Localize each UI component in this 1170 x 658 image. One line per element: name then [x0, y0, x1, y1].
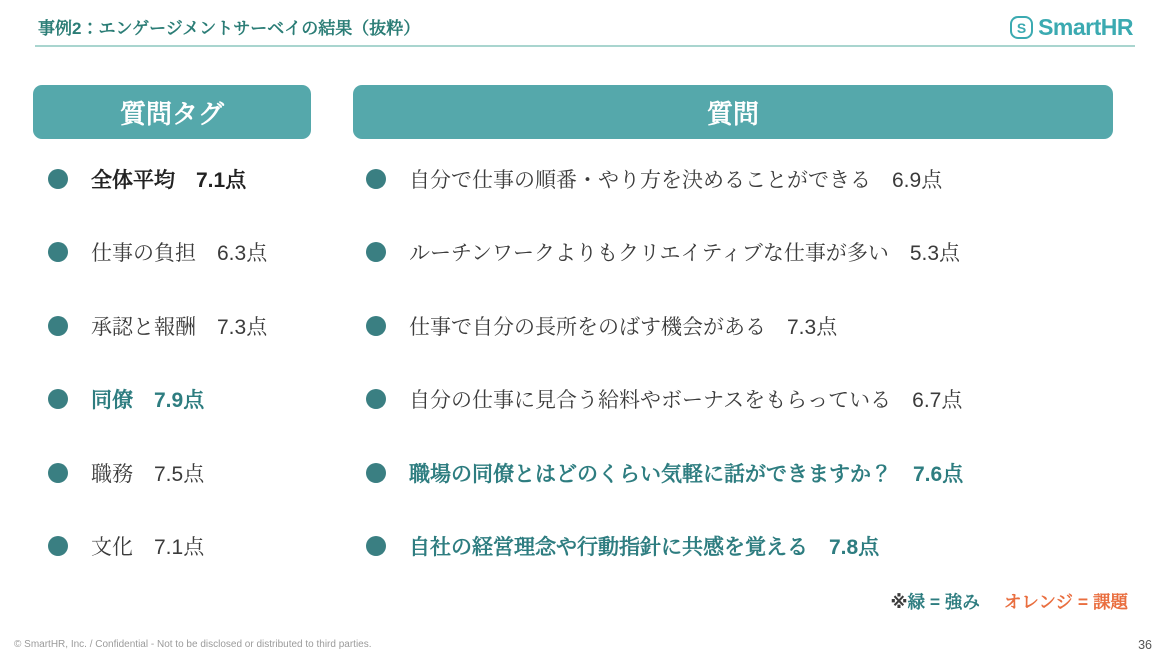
tag-label: 同僚 7.9点: [91, 389, 205, 413]
page-number: 36: [1138, 638, 1152, 652]
legend-prefix: ※: [890, 592, 908, 612]
list-item: [366, 142, 1136, 216]
tag-label: 職務 7.5点: [91, 462, 205, 486]
bullet-icon: [48, 536, 68, 556]
list-item: [48, 216, 348, 290]
tag-label: 文化 7.1点: [91, 536, 205, 560]
page-title: 事例2：エンゲージメントサーベイの結果（抜粋）: [38, 19, 421, 38]
question-label: 職場の同僚とはどのくらい気軽に話ができますか？ 7.6点: [409, 462, 964, 486]
column-header-question-tags: 質問タグ: [33, 85, 311, 139]
legend-orange-label: オレンジ = 課題: [1003, 592, 1128, 612]
list-item: [48, 510, 348, 584]
smarthr-logo-icon: S: [1010, 16, 1033, 39]
list-item: [366, 363, 1136, 437]
bullet-icon: [48, 463, 68, 483]
bullet-icon: [366, 389, 386, 409]
bullet-icon: [48, 389, 68, 409]
list-item: [48, 289, 348, 363]
smarthr-logo: [1010, 14, 1133, 41]
question-label: ルーチンワークよりもクリエイティブな仕事が多い 5.3点: [409, 242, 961, 266]
list-item: [366, 510, 1136, 584]
bullet-icon: [366, 169, 386, 189]
bullet-icon: [366, 463, 386, 483]
smarthr-logo-text: SmartHR: [1038, 14, 1133, 40]
column-header-questions: 質問: [353, 85, 1113, 139]
tag-label: 承認と報酬 7.3点: [91, 315, 268, 339]
list-item: [366, 216, 1136, 290]
list-item: [366, 289, 1136, 363]
list-item: [48, 142, 348, 216]
color-legend: [890, 589, 1128, 614]
legend-green-label: 緑 = 強み: [907, 592, 980, 612]
question-tag-list: [48, 142, 348, 583]
tag-label: 仕事の負担 6.3点: [91, 242, 268, 266]
question-list: [366, 142, 1136, 583]
bullet-icon: [366, 316, 386, 336]
question-label: 自分で仕事の順番・やり方を決めることができる 6.9点: [409, 168, 943, 192]
bullet-icon: [48, 316, 68, 336]
list-item: [366, 436, 1136, 510]
question-label: 仕事で自分の長所をのばす機会がある 7.3点: [409, 315, 838, 339]
title-divider: [35, 45, 1135, 47]
bullet-icon: [366, 536, 386, 556]
tag-label: 全体平均 7.1点: [91, 168, 247, 192]
question-label: 自分の仕事に見合う給料やボーナスをもらっている 6.7点: [409, 389, 963, 413]
question-label: 自社の経営理念や行動指針に共感を覚える 7.8点: [409, 536, 880, 560]
confidential-note: © SmartHR, Inc. / Confidential - Not to be disclosed or distributed to third parties.: [14, 639, 372, 650]
bullet-icon: [366, 242, 386, 262]
list-item: [48, 363, 348, 437]
bullet-icon: [48, 169, 68, 189]
bullet-icon: [48, 242, 68, 262]
list-item: [48, 436, 348, 510]
